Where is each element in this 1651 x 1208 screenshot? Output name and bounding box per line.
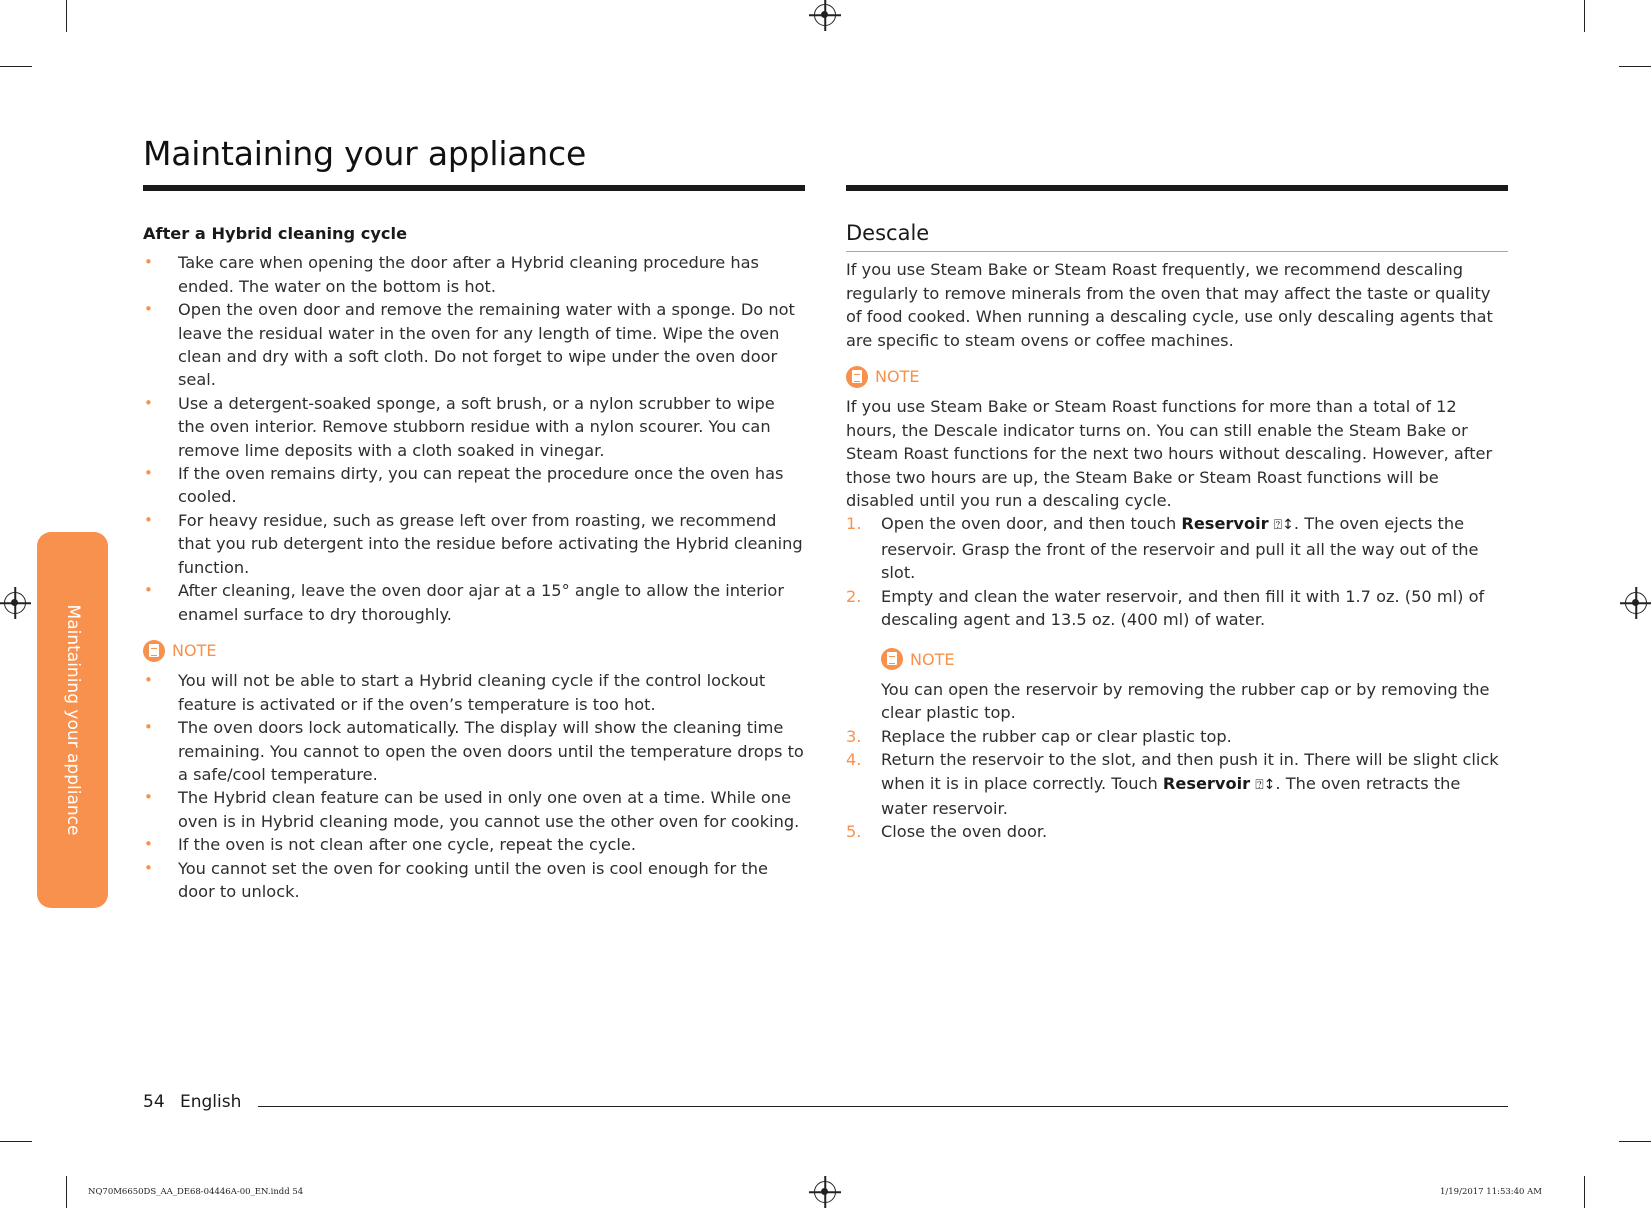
- reservoir-icon: ⍰↕: [1273, 517, 1294, 534]
- note-bullets: [143, 669, 805, 903]
- reservoir-icon: ⍰↕: [1255, 776, 1276, 793]
- list-item: • After cleaning, leave the oven door ajar at a 15° angle to allow the interior enamel surface to dry thoroughly.: [143, 579, 805, 626]
- list-item: • For heavy residue, such as grease left over from roasting, we recommend that you rub detergent into the residue before activating the Hybrid cleaning function.: [143, 509, 805, 579]
- step-text: . The oven ejects the reservoir. Grasp the front of the reservoir and pull it all the way out of the slot.: [881, 514, 1479, 583]
- list-item: • You will not be able to start a Hybrid cleaning cycle if the control lockout feature is activated or if the oven’s temperature is too hot.: [143, 669, 805, 716]
- list-item: • You cannot set the oven for cooking until the oven is cool enough for the door to unlock.: [143, 857, 805, 904]
- step-text: Close the oven door.: [881, 822, 1048, 842]
- header-rule-right: [846, 185, 1508, 191]
- right-column: [846, 222, 1508, 844]
- page-title: Maintaining your appliance: [143, 134, 587, 173]
- note-label: NOTE: [172, 640, 217, 660]
- step-number: 5.: [846, 822, 862, 842]
- note-label: NOTE: [910, 649, 955, 669]
- crop-mark: [66, 1176, 67, 1208]
- header-rule-left: [143, 185, 805, 191]
- print-slug-file: NQ70M6650DS_AA_DE68-04446A-00_EN.indd 54: [88, 1187, 304, 1197]
- registration-mark-icon: [814, 4, 836, 26]
- crop-mark: [1619, 66, 1651, 67]
- print-slug-timestamp: 1/19/2017 11:53:40 AM: [1440, 1187, 1543, 1197]
- list-item: • Use a detergent-soaked sponge, a soft brush, or a nylon scrubber to wipe the oven interior. Remove stubborn residue with a nylon scourer. You can remove lime deposits with a cloth soaked in vinegar.: [143, 392, 805, 462]
- step-number: 3.: [846, 726, 862, 746]
- note-heading: [143, 639, 805, 662]
- side-tab-label: Maintaining your appliance: [62, 604, 83, 836]
- page-number: 54: [143, 1092, 165, 1112]
- section-heading-descale: Descale: [846, 222, 1508, 252]
- reservoir-label: Reservoir: [1162, 773, 1251, 793]
- descale-steps: [846, 512, 1508, 843]
- list-item: • Take care when opening the door after a Hybrid cleaning procedure has ended. The water on the bottom is hot.: [143, 251, 805, 298]
- list-item: • If the oven is not clean after one cycle, repeat the cycle.: [143, 833, 805, 856]
- footer-language: English: [180, 1092, 242, 1112]
- step-item: [846, 748, 1508, 820]
- crop-mark: [66, 0, 67, 32]
- list-item: • Open the oven door and remove the remaining water with a sponge. Do not leave the residual water in the oven for any length of time. Wipe the oven clean and dry with a soft cloth. Do not forget to wipe under the oven door seal.: [143, 298, 805, 392]
- crop-mark: [1619, 1141, 1651, 1142]
- registration-mark-icon: [1625, 592, 1647, 614]
- step-text: . The oven retracts the water reservoir.: [881, 773, 1461, 818]
- step-text: Return the reservoir to the slot, and then push it in. There will be slight click when it is in place correctly. Touch: [881, 750, 1499, 793]
- note-label: NOTE: [875, 367, 920, 387]
- note-heading: [846, 365, 1508, 388]
- registration-mark-icon: [4, 592, 26, 614]
- crop-mark: [0, 1141, 32, 1142]
- step-item: [846, 512, 1508, 584]
- list-item: • If the oven remains dirty, you can repeat the procedure once the oven has cooled.: [143, 462, 805, 509]
- cleaning-bullets: [143, 251, 805, 626]
- step-item: [846, 725, 1508, 748]
- subheading-after-hybrid: After a Hybrid cleaning cycle: [143, 224, 408, 243]
- step-text: Replace the rubber cap or clear plastic top.: [881, 726, 1232, 746]
- crop-mark: [0, 66, 32, 67]
- descale-intro: If you use Steam Bake or Steam Roast frequently, we recommend descaling regularly to remove minerals from the oven that may affect the taste or quality of food cooked. When running a descaling cycle, use only descaling agents that are specific to steam ovens or coffee machines.: [846, 260, 1493, 350]
- step-text: Open the oven door, and then touch: [881, 514, 1182, 534]
- step-note-text: You can open the reservoir by removing the rubber cap or by removing the clear plastic top.: [881, 679, 1490, 723]
- descale-note-text: If you use Steam Bake or Steam Roast functions for more than a total of 12 hours, the Descale indicator turns on. You can still enable the Steam Bake or Steam Roast functions for the next two hours without descaling. However, after those two hours are up, the Steam Bake or Steam Roast functions will be disabled until you run a descaling cycle.: [846, 397, 1493, 511]
- reservoir-label: Reservoir: [1181, 514, 1269, 534]
- step-item: [846, 585, 1508, 725]
- step-number: 2.: [846, 586, 862, 606]
- step-text: Empty and clean the water reservoir, and then fill it with 1.7 oz. (50 ml) of descaling agent and 13.5 oz. (400 ml) of water.: [881, 586, 1485, 630]
- crop-mark: [1584, 0, 1585, 32]
- note-icon: [846, 366, 868, 388]
- list-item: • The oven doors lock automatically. The display will show the cleaning time remaining. You cannot to open the oven doors until the temperature drops to a safe/cool temperature.: [143, 716, 805, 786]
- left-column: [143, 222, 805, 903]
- list-item: • The Hybrid clean feature can be used in only one oven at a time. While one oven is in Hybrid cleaning mode, you cannot use the other oven for cooking.: [143, 786, 805, 833]
- note-heading: [881, 648, 1508, 671]
- note-icon: [881, 648, 903, 670]
- crop-mark: [1584, 1176, 1585, 1208]
- footer-rule: [258, 1106, 1508, 1107]
- side-tab: [37, 532, 108, 908]
- note-icon: [143, 640, 165, 662]
- step-item: [846, 820, 1508, 843]
- step-number: 4.: [846, 750, 862, 770]
- step-number: 1.: [846, 514, 862, 534]
- registration-mark-icon: [814, 1181, 836, 1203]
